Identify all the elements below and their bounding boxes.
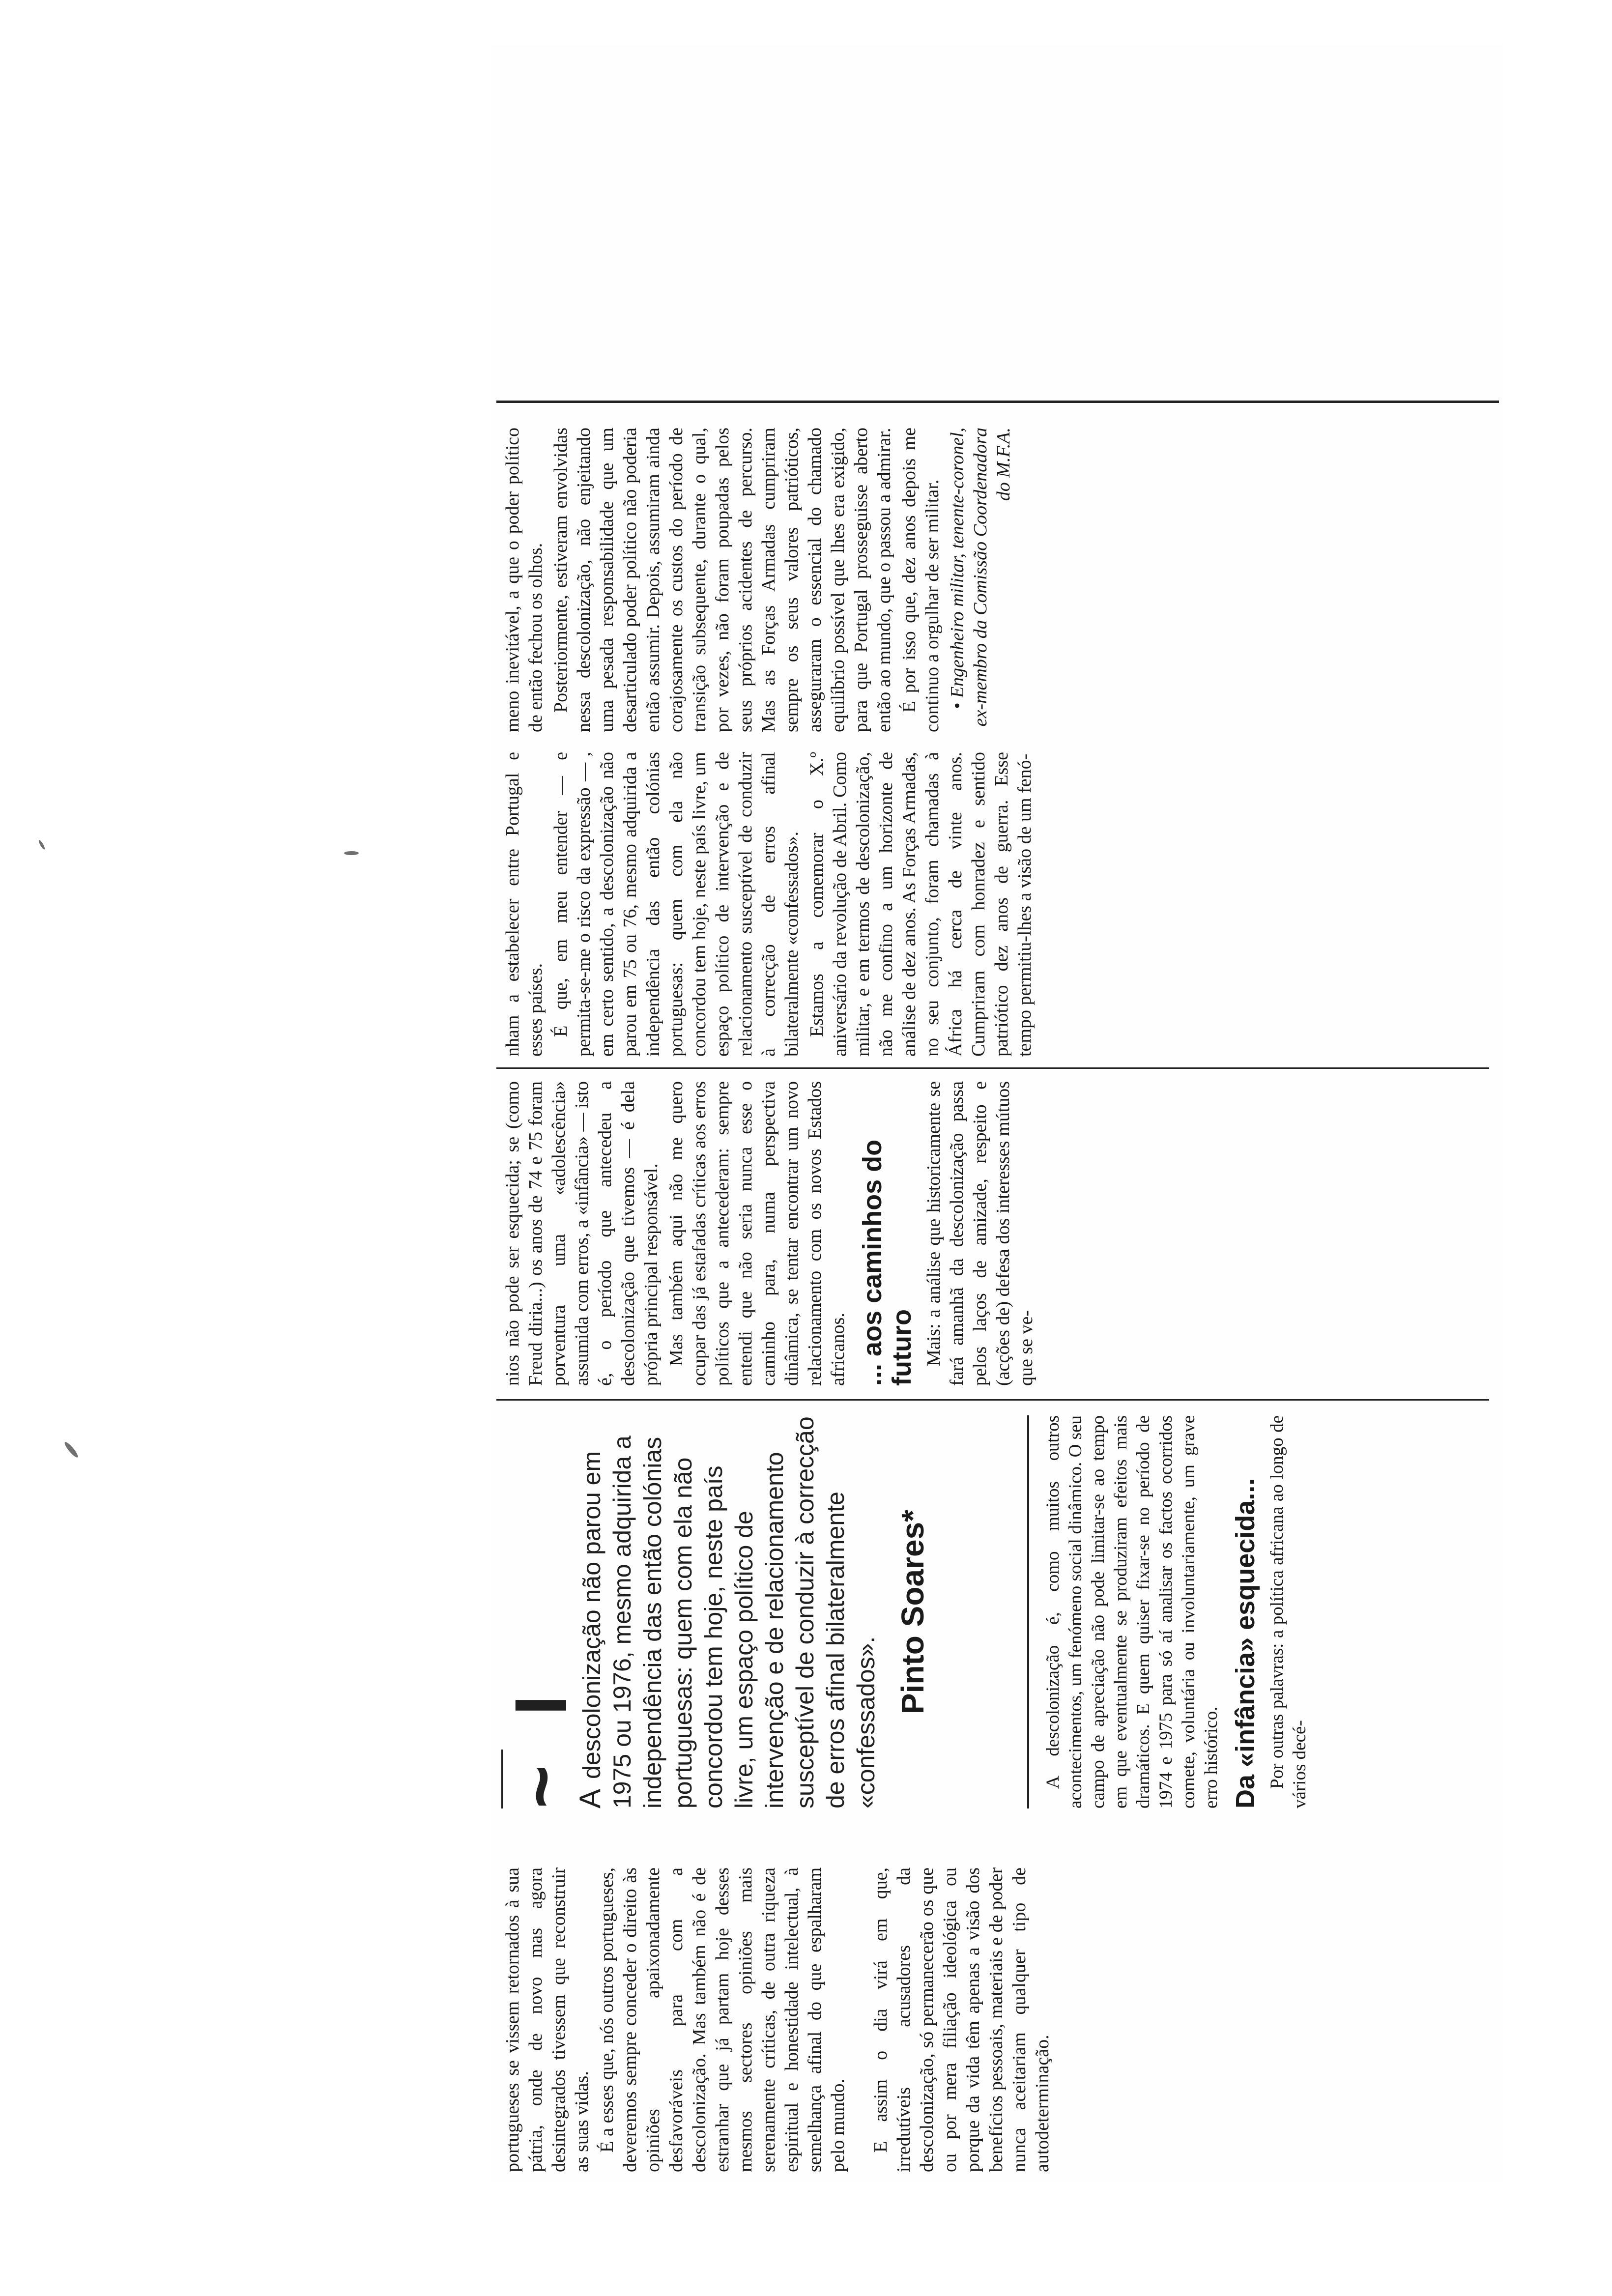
lead-paragraph [499, 1415, 881, 1808]
newspaper-clipping [491, 44, 1504, 2182]
paragraph: E assim o dia virá em que, irredutíveis acusadores da descolonização, só permanecerão os que ou por mera filiação ideológica ou porque da vida têm apenas a visão dos benefícios pessoais, materiais e de poder nunca aceitariam qualquer tipo de autodeterminação. [870, 1867, 1053, 2172]
paragraph: É que, em meu entender — e permita-se-me o risco da expressão — , em certo sentido, a descolonização não parou em 75 ou 76, mesmo adquirida a independência das então colónias portuguesas: quem com ela não concordou tem hoje, neste país livre, um espaço político de intervenção e de relacionamento susceptível de conduzir à correcção de erros afinal bilateralmente «confessados». [550, 752, 802, 1057]
byline-rule [1027, 1415, 1029, 1808]
paragraph: portugueses se vissem retornados à sua pátria, onde de novo mas agora desintegrados tivessem que reconstruir as suas vidas. [502, 1867, 592, 2172]
paragraph: nios não pode ser esquecida; se (como Freud diria...) os anos de 74 e 75 foram porventura uma «adolescência» assumida com erros, a «infância» — isto é, o período que antecedeu a descolonização que tivemos — é dela própria principal responsável. [502, 1081, 662, 1386]
article-column-2 [1042, 1415, 1313, 1808]
lead-initial: A [574, 1788, 606, 1808]
article-column-3 [501, 1081, 1040, 1386]
article-column-1 [501, 1867, 1056, 2172]
paragraph: Mais: a análise que historicamente se fará amanhã da descolonização passa pelos laços de amizade, respeito e (acções de) defesa dos interesses mútuos que se ve- [923, 1081, 1036, 1386]
column-rule [496, 1067, 1489, 1069]
paragraph: nham a estabelecer entre Portugal e esses países. [502, 752, 546, 1057]
clipping-edge-rule [496, 401, 1499, 403]
lead-text: descolonização não parou em 1975 ou 1976, mesmo adquirida a independência das então colónias portuguesas: quem com ela não concordou tem hoje, neste país livre, um espaço político de intervenção e de relacionamento susceptível de conduzir à correcção de erros afinal bilateralmente «confessados». [578, 1416, 880, 1808]
paragraph: Estamos a comemorar o X.º aniversário da revolução de Abril. Como militar, e em termos de descolonização, não me confino a um horizonte de análise de dez anos. As Forças Armadas, no seu conjunto, foram chamadas à África há cerca de vinte anos. Cumpriram com honradez e sentido patriótico dez anos de guerra. Esse tempo permitiu-lhes a visão de um fenó- [806, 752, 1035, 1057]
article-column-4 [501, 752, 1038, 1057]
paragraph: É por isso que, dez anos depois me continuo a orgulhar de ser militar. [899, 428, 943, 732]
author-note: • Engenheiro militar, tenente-coronel, ex-membro da Comissão Coordenadora do M.F.A. [947, 428, 1014, 727]
author-byline: Pinto Soares* [895, 1509, 930, 1715]
paragraph: Posteriormente, estiveram envolvidas nessa descolonização, não enjeitando uma pesada responsabilidade que um desarticulado poder político não poderia então assumir. Depois, assumiram ainda corajosamente os custos do período de transição subsequente, durante o qual, por vezes, não foram poupadas pelos seus próprios acidentes de percurso. Mas as Forças Armadas cumpriram sempre os seus valores patrióticos, asseguraram o essencial do chamado equilíbrio possível que lhes era exigido, para que Portugal prosseguisse aberto então ao mundo, que o passou a admirar. [550, 428, 894, 732]
paragraph: É a esses que, nós outros portugueses, deveremos sempre conceder o direito às opiniões apaixonadamente desfavoráveis para com a descolonização. Mas também não é de estranhar que já partam hoje desses mesmos sectores opiniões mais serenamente críticas, de outra riqueza espiritual e honestidade intelectual, à semelhança afinal do que espalharam pelo mundo. [597, 1867, 848, 2172]
paragraph: Por outras palavras: a política africana ao longo de vários decé- [1267, 1415, 1310, 1808]
column-rule [496, 1399, 1489, 1401]
paragraph: Mas também aqui não me quero ocupar das já estafadas críticas aos erros políticos que a antecederam: sempre entendi que não seria nunca esse o caminho para, numa perspectiva dinâmica, se tentar encontrar um novo relacionamento com os novos Estados africanos. [666, 1081, 848, 1386]
paragraph: A descolonização é, como muitos outros acontecimentos, um fenómeno social dinâmico. O seu campo de apreciação não pode limitar-se ao tempo em que eventualmente se produziram efeitos mais dramáticos. E quem quiser fixar-se no período de 1974 e 1975 para só aí analisar os factos ocorridos comete, voluntária ou involuntariamente, um grave erro histórico. [1043, 1415, 1221, 1808]
subheading-caminhos: ... aos caminhos do futuro [858, 1139, 917, 1386]
scan-speck [38, 839, 46, 850]
article-column-5 [501, 428, 1017, 732]
drop-cap: ~ I [499, 1680, 582, 1808]
subheading-infancia: Da «infância» esquecida... [1231, 1478, 1260, 1808]
scan-speck [63, 1440, 79, 1459]
paragraph: meno inevitável, a que o poder político de então fechou os olhos. [502, 428, 546, 732]
scan-speck [344, 851, 359, 855]
